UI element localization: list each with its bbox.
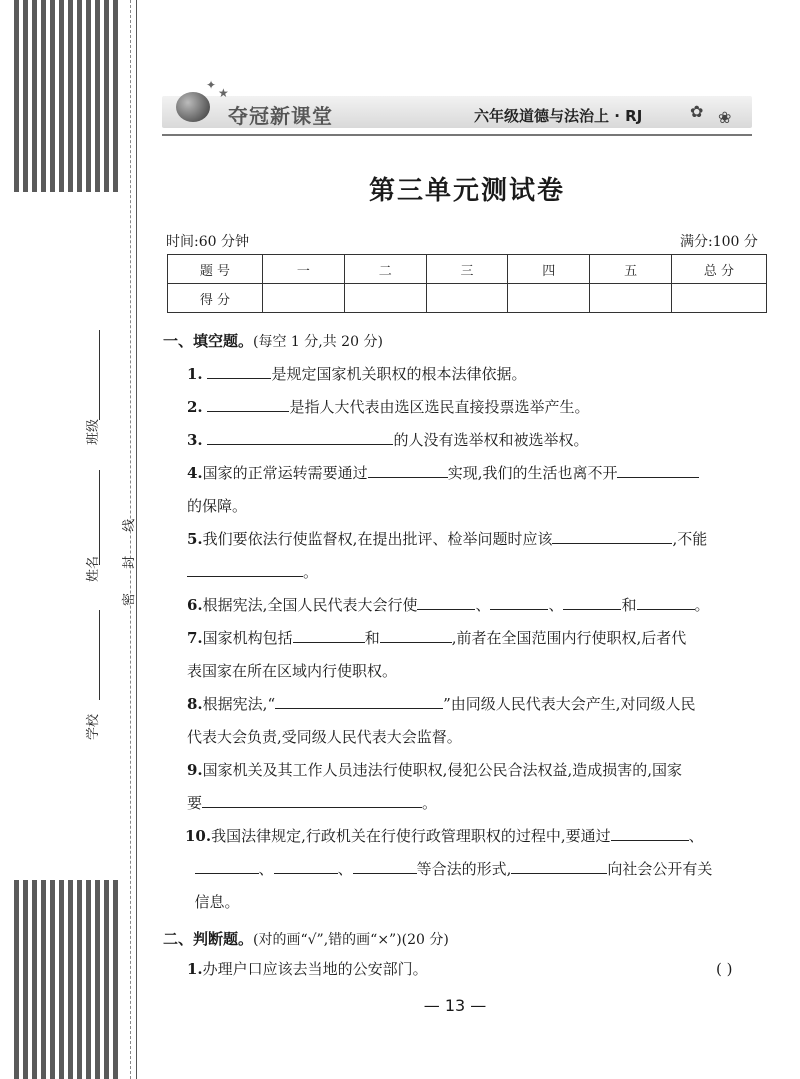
question-10 xyxy=(185,820,770,919)
answer-blank[interactable] xyxy=(207,428,393,445)
answer-blank[interactable] xyxy=(611,824,689,841)
question-text: 。 xyxy=(303,563,319,581)
score-input-cell[interactable] xyxy=(672,284,767,313)
question-8 xyxy=(187,688,772,754)
table-cell: 五 xyxy=(590,255,672,284)
binding-stripe-bottom xyxy=(14,880,122,1079)
name-label: 姓名 xyxy=(86,555,101,582)
answer-blank[interactable] xyxy=(207,362,271,379)
judge-question-1 xyxy=(187,953,772,986)
table-cell: 得 分 xyxy=(168,284,263,313)
table-cell: 二 xyxy=(344,255,426,284)
section-heading: 二、判断题。 xyxy=(163,930,254,948)
question-number: 5. xyxy=(187,530,203,548)
answer-blank[interactable] xyxy=(195,857,259,874)
question-text: 等合法的形式, xyxy=(416,860,512,878)
answer-blank[interactable] xyxy=(207,395,289,412)
question-text: 国家机构包括 xyxy=(202,629,293,647)
question-text: 根据宪法,“ xyxy=(202,695,276,713)
section-heading: 一、填空题。 xyxy=(163,332,254,350)
apple-logo-icon xyxy=(176,92,210,122)
answer-blank[interactable] xyxy=(275,692,443,709)
answer-blank[interactable] xyxy=(368,461,448,478)
question-number: 8. xyxy=(187,695,203,713)
seal-line-text: 密 封 线 xyxy=(122,508,137,606)
question-text: 的保障。 xyxy=(187,497,248,515)
brand-name: 夺冠新课堂 xyxy=(228,104,333,128)
section-1-title xyxy=(163,330,383,351)
table-cell: 一 xyxy=(263,255,345,284)
table-row xyxy=(168,255,767,284)
question-text: 、 xyxy=(337,860,353,878)
full-score: 满分:100 分 xyxy=(680,234,758,250)
question-number: 6. xyxy=(187,596,203,614)
question-text: 我们要依法行使监督权,在提出批评、检举问题时应该 xyxy=(202,530,553,548)
question-text: ,不能 xyxy=(672,530,708,548)
answer-blank[interactable] xyxy=(353,857,417,874)
answer-blank[interactable] xyxy=(380,626,452,643)
flower-icon: ❀ xyxy=(718,108,732,127)
answer-blank[interactable] xyxy=(417,593,475,610)
question-number: 2. xyxy=(187,398,203,416)
score-input-cell[interactable] xyxy=(426,284,508,313)
table-row xyxy=(168,284,767,313)
question-4 xyxy=(187,457,772,523)
question-number: 9. xyxy=(187,761,203,779)
score-input-cell[interactable] xyxy=(508,284,590,313)
question-text: 和 xyxy=(364,629,380,647)
question-text: ,前者在全国范围内行使职权,后者代 xyxy=(451,629,687,647)
table-cell: 四 xyxy=(508,255,590,284)
answer-paren[interactable]: ( ) xyxy=(716,960,733,978)
butterfly-icon: ✿ xyxy=(690,102,704,121)
answer-blank[interactable] xyxy=(617,461,699,478)
answer-blank[interactable] xyxy=(293,626,365,643)
question-text: 国家机关及其工作人员违法行使职权,侵犯公民合法权益,造成损害的,国家 xyxy=(202,761,682,779)
table-cell: 总 分 xyxy=(672,255,767,284)
question-7 xyxy=(187,622,772,688)
question-text: 实现,我们的生活也离不开 xyxy=(447,464,618,482)
section-2-title xyxy=(163,928,449,949)
school-blank-line xyxy=(99,610,100,700)
page-number: — 13 — xyxy=(423,996,487,1015)
question-text: 是规定国家机关职权的根本法律依据。 xyxy=(271,365,527,383)
section-note: (每空 1 分,共 20 分) xyxy=(253,334,383,350)
star-icon: ✦ xyxy=(206,78,217,92)
answer-blank[interactable] xyxy=(563,593,621,610)
table-cell: 三 xyxy=(426,255,508,284)
question-number: 10. xyxy=(185,827,212,845)
question-text: 表国家在所在区域内行使职权。 xyxy=(187,662,398,680)
question-text: 向社会公开有关 xyxy=(607,860,713,878)
question-text: 我国法律规定,行政机关在行使行政管理职权的过程中,要通过 xyxy=(211,827,611,845)
answer-blank[interactable] xyxy=(202,791,422,808)
section-note: (对的画“√”,错的画“×”)(20 分) xyxy=(253,932,449,948)
answer-blank[interactable] xyxy=(637,593,695,610)
score-input-cell[interactable] xyxy=(344,284,426,313)
question-text: 国家的正常运转需要通过 xyxy=(202,464,368,482)
table-cell: 题 号 xyxy=(168,255,263,284)
score-input-cell[interactable] xyxy=(263,284,345,313)
answer-blank[interactable] xyxy=(490,593,548,610)
question-text: 代表大会负责,受同级人民代表大会监督。 xyxy=(187,728,462,746)
question-number: 3. xyxy=(187,431,203,449)
question-number: 1. xyxy=(187,960,203,978)
question-text: 。 xyxy=(694,596,710,614)
question-1 xyxy=(187,358,772,391)
school-label: 学校 xyxy=(86,713,101,740)
grade-subject: 六年级道德与法治上 · RJ xyxy=(474,107,643,125)
question-text: 是指人大代表由选区选民直接投票选举产生。 xyxy=(289,398,590,416)
question-text: 、 xyxy=(475,596,491,614)
question-number: 1. xyxy=(187,365,203,383)
question-text: 、 xyxy=(688,827,704,845)
answer-blank[interactable] xyxy=(187,560,303,577)
question-6 xyxy=(187,589,772,622)
answer-blank[interactable] xyxy=(552,527,672,544)
question-text: 根据宪法,全国人民代表大会行使 xyxy=(202,596,418,614)
page-title: 第三单元测试卷 xyxy=(368,176,565,206)
question-number: 4. xyxy=(187,464,203,482)
question-text: 信息。 xyxy=(194,893,240,911)
question-text: 的人没有选举权和被选举权。 xyxy=(393,431,589,449)
score-input-cell[interactable] xyxy=(590,284,672,313)
question-text: 要 xyxy=(187,794,203,812)
question-text: 。 xyxy=(422,794,438,812)
class-blank-line xyxy=(99,330,100,420)
question-number: 7. xyxy=(187,629,203,647)
question-text: 办理户口应该去当地的公安部门。 xyxy=(202,960,428,978)
question-9 xyxy=(187,754,772,820)
star-icon: ★ xyxy=(218,86,229,100)
question-5 xyxy=(187,523,772,589)
question-text: ”由同级人民代表大会产生,对同级人民 xyxy=(443,695,696,713)
exam-time: 时间:60 分钟 xyxy=(166,234,249,250)
header-banner xyxy=(162,78,752,136)
answer-blank[interactable] xyxy=(274,857,338,874)
name-blank-line xyxy=(99,470,100,565)
score-table xyxy=(167,254,767,313)
question-3 xyxy=(187,424,772,457)
binding-stripe-top xyxy=(14,0,122,192)
question-text: 和 xyxy=(621,596,637,614)
class-label: 班级 xyxy=(86,418,101,445)
question-text: 、 xyxy=(258,860,274,878)
question-text: 、 xyxy=(548,596,564,614)
question-2 xyxy=(187,391,772,424)
answer-blank[interactable] xyxy=(511,857,607,874)
